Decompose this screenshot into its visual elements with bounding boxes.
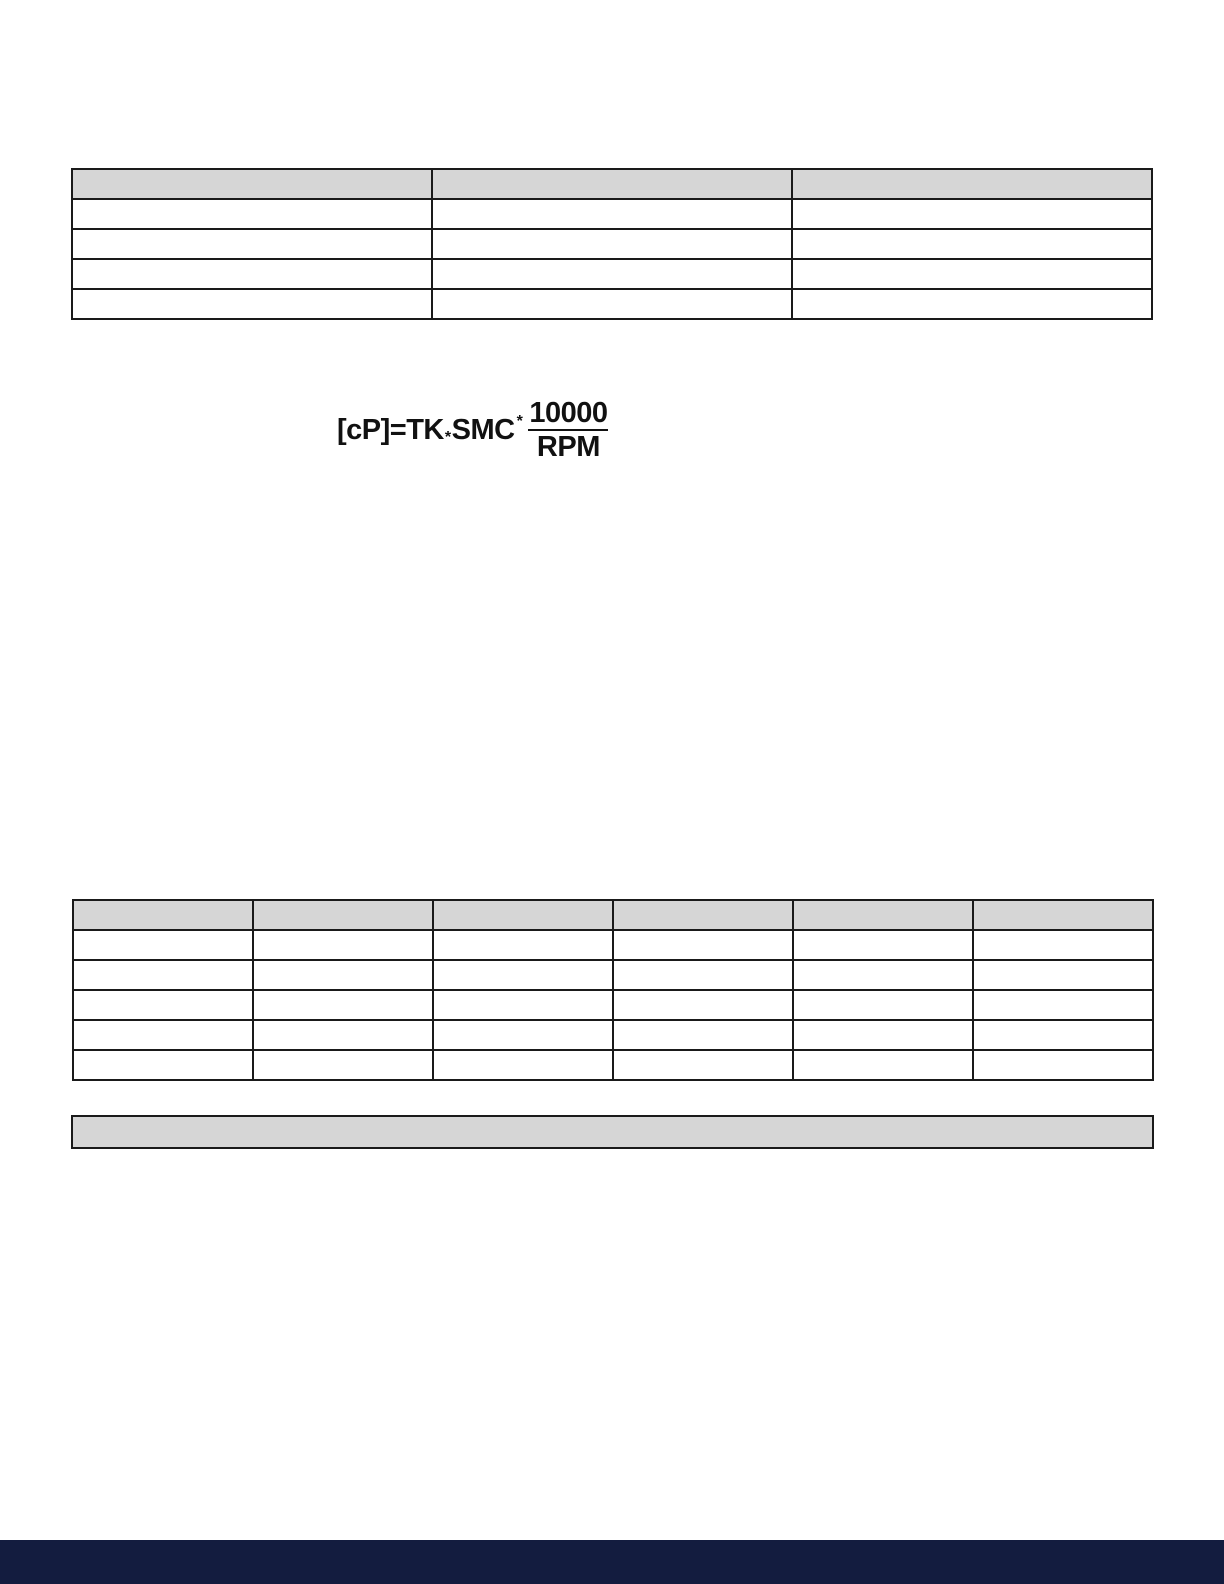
- formula-fraction: [528, 398, 608, 463]
- table-cell: [72, 229, 432, 259]
- table-cell: [433, 1020, 613, 1050]
- table-cell: [253, 990, 433, 1020]
- table-row: [72, 229, 1152, 259]
- table-cell: [973, 1020, 1153, 1050]
- summary-bar: [71, 1115, 1154, 1149]
- header-cell: [432, 169, 792, 199]
- table-cell: [253, 1050, 433, 1080]
- header-cell: [73, 900, 253, 930]
- formula-multiply-high: *: [516, 413, 523, 430]
- table-cell: [253, 930, 433, 960]
- table-cell: [792, 289, 1152, 319]
- table-cell: [433, 930, 613, 960]
- table-header-row: [73, 900, 1153, 930]
- table-row: [73, 930, 1153, 960]
- table-cell: [73, 930, 253, 960]
- table-row: [73, 1050, 1153, 1080]
- table-cell: [433, 960, 613, 990]
- table-row: [72, 199, 1152, 229]
- table-cell: [613, 930, 793, 960]
- header-cell: [253, 900, 433, 930]
- table-cell: [973, 930, 1153, 960]
- formula-lhs: [cP]=TK: [337, 413, 444, 446]
- header-cell: [613, 900, 793, 930]
- table-cell: [72, 259, 432, 289]
- table-row: [73, 990, 1153, 1020]
- table-row: [73, 1020, 1153, 1050]
- table-cell: [73, 1050, 253, 1080]
- table-cell: [433, 1050, 613, 1080]
- footer-band: [0, 1540, 1224, 1584]
- table-row: [72, 259, 1152, 289]
- table-row: [72, 289, 1152, 319]
- formula-numerator: 10000: [529, 396, 608, 429]
- table-cell: [432, 199, 792, 229]
- table-cell: [73, 960, 253, 990]
- table-cell: [973, 990, 1153, 1020]
- table-cell: [432, 289, 792, 319]
- table-cell: [792, 199, 1152, 229]
- table-cell: [793, 960, 973, 990]
- table-one: [71, 168, 1153, 320]
- table-cell: [432, 259, 792, 289]
- table-cell: [613, 1050, 793, 1080]
- header-cell: [792, 169, 1152, 199]
- header-cell: [72, 169, 432, 199]
- table-cell: [72, 289, 432, 319]
- table-cell: [793, 1020, 973, 1050]
- table-cell: [973, 960, 1153, 990]
- table-row: [73, 960, 1153, 990]
- table-cell: [73, 990, 253, 1020]
- table-header-row: [72, 169, 1152, 199]
- viscosity-formula: [337, 395, 608, 465]
- table-cell: [613, 1020, 793, 1050]
- table-cell: [793, 990, 973, 1020]
- table-cell: [792, 259, 1152, 289]
- table-cell: [793, 1050, 973, 1080]
- table-cell: [72, 199, 432, 229]
- table-cell: [253, 960, 433, 990]
- table-cell: [433, 990, 613, 1020]
- formula-multiply-low: *: [444, 429, 451, 446]
- table-cell: [613, 990, 793, 1020]
- table-cell: [432, 229, 792, 259]
- table-cell: [613, 960, 793, 990]
- formula-middle: SMC: [451, 413, 515, 446]
- table-cell: [793, 930, 973, 960]
- header-cell: [793, 900, 973, 930]
- table-cell: [973, 1050, 1153, 1080]
- table-cell: [253, 1020, 433, 1050]
- table-two: [72, 899, 1154, 1081]
- table-cell: [73, 1020, 253, 1050]
- header-cell: [433, 900, 613, 930]
- table-cell: [792, 229, 1152, 259]
- header-cell: [973, 900, 1153, 930]
- formula-denominator: RPM: [536, 430, 600, 463]
